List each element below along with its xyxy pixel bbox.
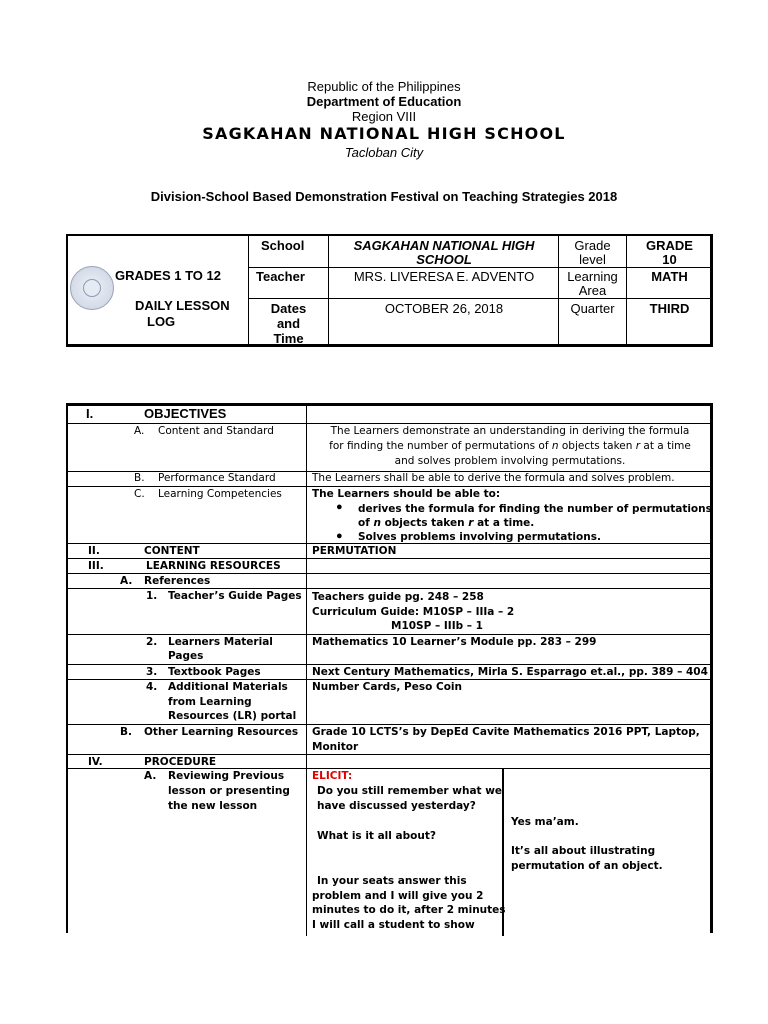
review-label-line1: Reviewing Previous [168,770,285,782]
grade-level-label-line1: Grade [574,238,611,253]
student-answer-1: Yes ma’am. [511,816,579,828]
teachers-guide-value-line2: Curriculum Guide: M10SP – IIIa – 2 [312,606,515,618]
textbook-value: Next Century Mathematics, Mirla S. Esparrago et.al., pp. 389 – 404 [312,666,708,678]
elicit-label: ELICIT: [312,770,353,782]
textbook-number: 3. [146,666,158,678]
review-label-line2: lesson or presenting [168,785,290,797]
teacher-instruction-line2: problem and I will give you 2 [312,890,484,902]
bullet-icon: ● [336,530,343,542]
quarter-value: THIRD [649,301,690,316]
festival-title: Division-School Based Demonstration Festival on Teaching Strategies 2018 [150,189,618,204]
bullet-icon: ● [336,501,343,513]
teacher-instruction-line4: I will call a student to show [312,919,475,931]
content-value: PERMUTATION [312,545,397,557]
additional-materials-label-line3: Resources (LR) portal [168,710,297,722]
dll-label-line1: DAILY LESSON [135,298,230,313]
header-school-name: SAGKAHAN NATIONAL HIGH SCHOOL [202,124,566,143]
content-label: CONTENT [144,545,200,557]
learners-material-value: Mathematics 10 Learner’s Module pp. 283 – 299 [312,636,597,648]
grade-level-value-line1: GRADE [646,238,693,253]
competencies-number: C. [134,488,145,500]
teachers-guide-number: 1. [146,590,158,602]
school-value-line1: SAGKAHAN NATIONAL HIGH [353,238,535,253]
procedure-number: IV. [88,756,103,768]
teacher-question-2: What is it all about? [317,830,436,842]
learning-area-label-line2: Area [578,283,607,298]
additional-materials-value: Number Cards, Peso Coin [312,681,462,693]
teacher-question-1-line2: have discussed yesterday? [317,800,476,812]
quarter-label: Quarter [570,301,615,316]
dates-value: OCTOBER 26, 2018 [384,301,504,316]
resources-label: LEARNING RESOURCES [146,560,281,572]
dates-label-line1: Dates [270,301,307,316]
content-standard-line1: The Learners demonstrate an understanding in deriving the formula [330,425,690,437]
additional-materials-label-line2: from Learning [168,696,252,708]
grade-level-value-line2: 10 [662,252,677,267]
info-table [66,234,713,347]
learners-material-label-line1: Learners Material [168,636,273,648]
teacher-instruction-line1: In your seats answer this [317,875,467,887]
dates-label-line3: Time [273,331,304,346]
objectives-heading: OBJECTIVES [144,406,227,421]
references-label: References [144,575,211,587]
performance-standard-value: The Learners shall be able to derive the formula and solves problem. [312,472,675,484]
grade-level-label-line2: level [579,252,606,267]
header-region: Region VIII [351,109,417,124]
learning-area-label-line1: Learning [567,269,618,284]
content-standard-line3: and solves problem involving permutations. [394,455,626,467]
header-republic: Republic of the Philippines [307,79,461,94]
logo-cell [68,236,249,344]
header-department: Department of Education [306,94,462,109]
dates-label-line2: and [276,316,301,331]
student-answer-2-line1: It’s all about illustrating [511,845,656,857]
content-standard-line2: for finding the number of permutations of n objects taken r at a time [329,440,691,452]
teachers-guide-value-line1: Teachers guide pg. 248 – 258 [312,591,484,603]
student-answer-2-line2: permutation of an object. [511,860,663,872]
competency-1-line1: derives the formula for finding the number of permutations [358,503,712,515]
grades-label: GRADES 1 TO 12 [115,268,221,283]
textbook-label: Textbook Pages [168,666,261,678]
other-resources-number: B. [120,726,132,738]
objectives-number: I. [86,406,94,421]
competency-1-line2: of n objects taken r at a time. [358,517,535,529]
review-number: A. [144,770,157,782]
competency-2: Solves problems involving permutations. [358,531,601,543]
teacher-instruction-line3: minutes to do it, after 2 minutes [312,904,506,916]
review-label-line3: the new lesson [168,800,258,812]
content-standard-label: Content and Standard [158,425,274,437]
additional-materials-label-line1: Additional Materials [168,681,288,693]
dll-label-line2: LOG [147,314,176,329]
other-resources-value-line1: Grade 10 LCTS’s by DepEd Cavite Mathematics 2016 PPT, Laptop, [312,726,700,738]
references-number: A. [120,575,133,587]
other-resources-value-line2: Monitor [312,741,359,753]
additional-materials-number: 4. [146,681,158,693]
learning-area-value: MATH [651,269,688,284]
performance-standard-number: B. [134,472,145,484]
teacher-question-1-line1: Do you still remember what we [317,785,503,797]
performance-standard-label: Performance Standard [158,472,276,484]
learners-material-number: 2. [146,636,158,648]
deped-seal-icon [70,266,114,310]
competencies-label: Learning Competencies [158,488,282,500]
content-standard-number: A. [134,425,145,437]
content-number: II. [88,545,100,557]
other-resources-label: Other Learning Resources [144,726,299,738]
teacher-label: Teacher [256,269,305,284]
school-label: School [261,238,305,253]
procedure-label: PROCEDURE [144,756,217,768]
teachers-guide-label: Teacher’s Guide Pages [168,590,302,602]
school-value-line2: SCHOOL [416,252,472,267]
teacher-value: MRS. LIVERESA E. ADVENTO [353,269,535,284]
header-city: Tacloban City [344,145,424,160]
resources-number: III. [88,560,104,572]
competencies-intro: The Learners should be able to: [312,488,501,500]
teachers-guide-value-line3: M10SP – IIIb – 1 [391,620,483,632]
lesson-table [66,403,713,933]
learners-material-label-line2: Pages [168,650,204,662]
